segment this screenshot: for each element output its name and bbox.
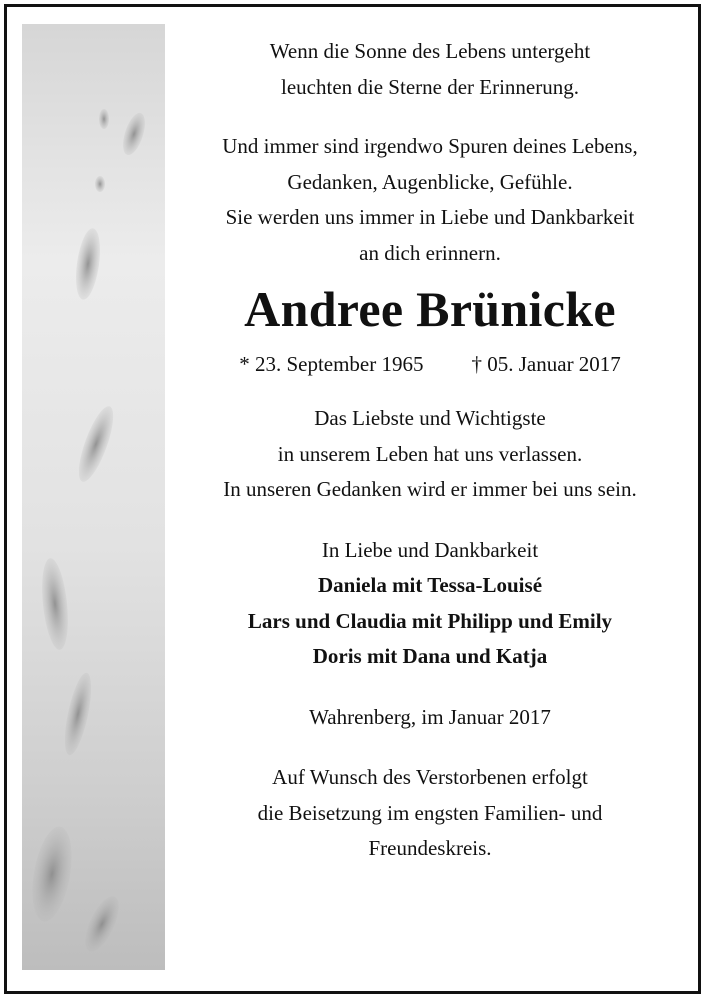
notice-line: Auf Wunsch des Verstorbenen erfolgt [272,765,588,789]
family-member: Doris mit Dana und Katja [312,644,548,668]
footprints-icon [22,24,165,970]
verse-line: in unserem Leben hat uns verlassen. [277,441,583,466]
verse-line: Wenn die Sonne des Lebens untergeht [269,39,591,63]
signoff: In Liebe und Dankbarkeit [321,537,539,562]
verse-line: Und immer sind irgendwo Spuren deines Lebens, [222,134,638,158]
death-date: † 05. Januar 2017 [471,352,621,376]
family-member: Lars und Claudia mit Philipp und Emily [247,608,613,633]
notice-line: die Beisetzung im engsten Familien- und [257,800,603,825]
verse-line: In unseren Gedanken wird er immer bei uns sein. [223,477,637,501]
verse-line: an dich erinnern. [359,240,501,265]
verse-line: Sie werden uns immer in Liebe und Dankbarkeit [225,205,635,229]
birth-date: * 23. September 1965 [239,352,424,376]
deceased-name: Andree Brünicke [244,281,616,337]
notice-line: Freundeskreis. [368,836,492,860]
verse-line: leuchten die Sterne der Erinnerung. [281,74,579,99]
obituary-text [175,34,685,867]
family-member: Daniela mit Tessa-Louisé [317,573,543,597]
verse-line: Das Liebste und Wichtigste [314,406,546,430]
footprints-in-sand-image [22,24,165,970]
verse-line: Gedanken, Augenblicke, Gefühle. [287,169,573,194]
place-date: Wahrenberg, im Januar 2017 [309,704,551,729]
life-dates [175,349,685,379]
